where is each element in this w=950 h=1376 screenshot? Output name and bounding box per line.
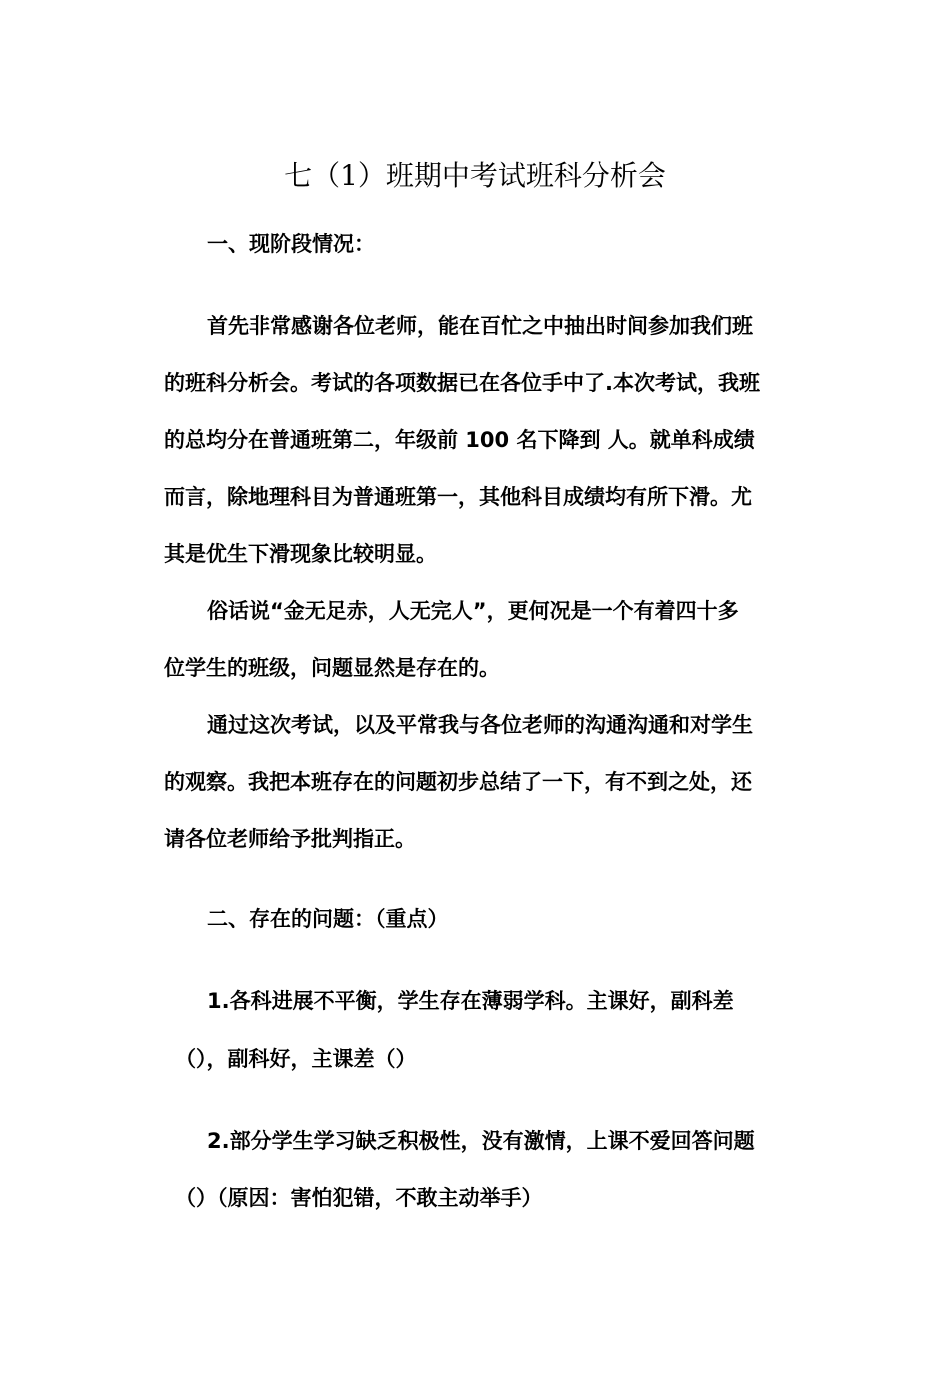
- paragraph-line: 位学生的班级，问题显然是存在的。: [164, 656, 500, 680]
- paragraph-line: 俗话说“金无足赤，人无完人”，更何况是一个有着四十多: [207, 599, 739, 623]
- list-item-line: 2.部分学生学习缺乏积极性，没有激情，上课不爱回答问题: [207, 1129, 755, 1153]
- paragraph-line: 的班科分析会。考试的各项数据已在各位手中了.本次考试，我班: [164, 371, 760, 395]
- list-item-line: （）（原因：害怕犯错，不敢主动举手）: [175, 1186, 543, 1210]
- section-heading-problems: 二、存在的问题：（重点）: [207, 907, 449, 931]
- paragraph-line: 的总均分在普通班第二，年级前 100 名下降到 人。就单科成绩: [164, 428, 755, 452]
- paragraph-line: 的观察。我把本班存在的问题初步总结了一下，有不到之处，还: [164, 770, 752, 794]
- paragraph-line: 而言，除地理科目为普通班第一，其他科目成绩均有所下滑。尤: [164, 485, 752, 509]
- list-item-line: 1.各科进展不平衡，学生存在薄弱学科。主课好，副科差: [207, 989, 734, 1013]
- paragraph-line: 其是优生下滑现象比较明显。: [164, 542, 437, 566]
- paragraph-line: 请各位老师给予批判指正。: [164, 827, 416, 851]
- list-item-line: （），副科好，主课差（）: [175, 1047, 417, 1071]
- paragraph-line: 首先非常感谢各位老师，能在百忙之中抽出时间参加我们班: [207, 314, 753, 338]
- paragraph-line: 通过这次考试，以及平常我与各位老师的沟通沟通和对学生: [207, 713, 753, 737]
- document-title: 七（1）班期中考试班科分析会: [284, 159, 666, 192]
- section-heading-current-situation: 一、现阶段情况：: [207, 232, 375, 256]
